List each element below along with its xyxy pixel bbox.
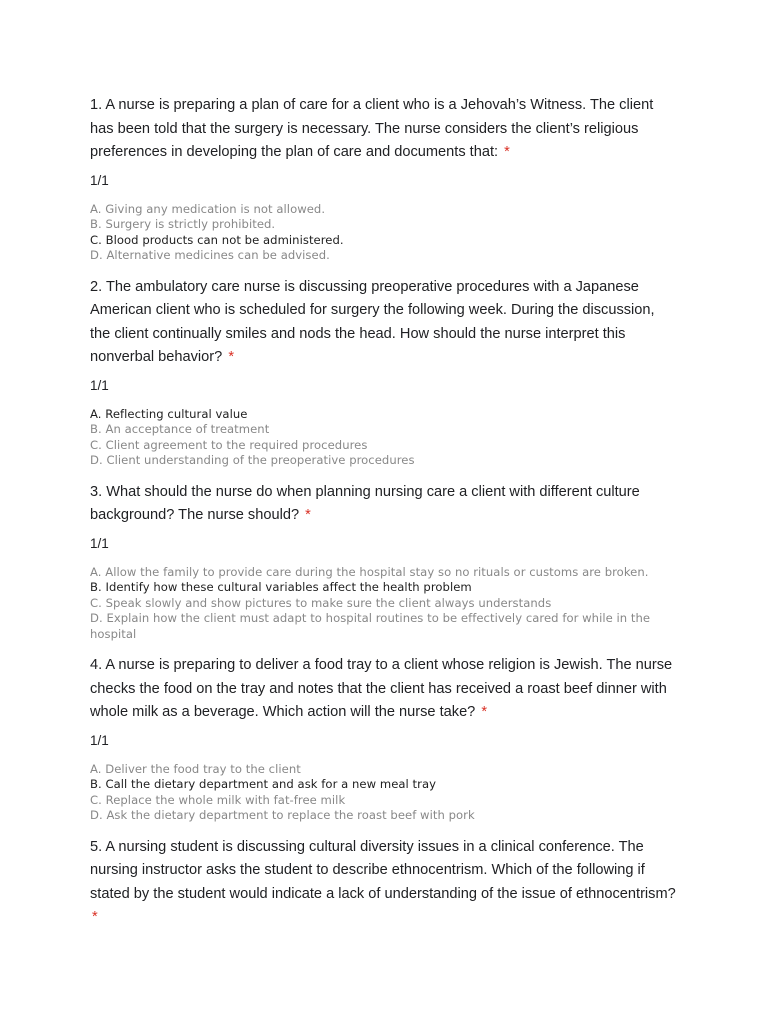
- score: 1/1: [90, 535, 109, 551]
- question-2: [90, 276, 678, 469]
- options-list: [90, 762, 678, 824]
- question-text: 2. The ambulatory care nurse is discussing preoperative procedures with a Japanese American client who is scheduled for surgery the following week. During the discussion, the client continually smiles and nods the head. How should the nurse interpret this nonverbal behavior? *: [90, 278, 655, 365]
- option-d[interactable]: D. Explain how the client must adapt to hospital routines to be effectively cared for while in the hospital: [90, 611, 651, 641]
- question-5: [90, 836, 678, 930]
- option-c[interactable]: C. Client agreement to the required procedures: [90, 437, 368, 452]
- question-text: 3. What should the nurse do when planning nursing care a client with different culture background? The nurse should? *: [90, 483, 640, 523]
- option-b[interactable]: B. Identify how these cultural variables affect the health problem: [90, 580, 472, 594]
- option-c[interactable]: C. Speak slowly and show pictures to make sure the client always understands: [90, 595, 552, 610]
- option-b[interactable]: B. Call the dietary department and ask for a new meal tray: [90, 777, 437, 791]
- score: 1/1: [90, 377, 109, 393]
- option-d[interactable]: D. Ask the dietary department to replace the roast beef with pork: [90, 808, 475, 822]
- option-a[interactable]: A. Allow the family to provide care during the hospital stay so no rituals or customs are broken.: [90, 564, 649, 579]
- required-asterisk: *: [92, 909, 98, 925]
- question-3: [90, 481, 678, 643]
- required-asterisk: *: [305, 507, 311, 523]
- option-b[interactable]: B. An acceptance of treatment: [90, 422, 270, 436]
- option-a[interactable]: A. Giving any medication is not allowed.: [90, 201, 326, 216]
- options-list: [90, 407, 678, 469]
- options-list: [90, 565, 678, 643]
- option-a[interactable]: A. Deliver the food tray to the client: [90, 761, 301, 776]
- required-asterisk: *: [504, 144, 510, 160]
- required-asterisk: *: [481, 704, 488, 720]
- options-list: [90, 202, 678, 264]
- question-text: 1. A nurse is preparing a plan of care for a client who is a Jehovah’s Witness. The client has been told that the surgery is necessary. The nurse considers the client’s religious preferences in developing the plan of care and documents that: *: [90, 97, 654, 160]
- score: 1/1: [90, 172, 109, 188]
- question-4: [90, 654, 678, 824]
- score: 1/1: [90, 732, 109, 748]
- option-b[interactable]: B. Surgery is strictly prohibited.: [90, 217, 276, 231]
- option-c[interactable]: C. Blood products can not be administered.: [90, 232, 344, 247]
- option-a[interactable]: A. Reflecting cultural value: [90, 406, 248, 421]
- option-d[interactable]: D. Client understanding of the preoperative procedures: [90, 453, 415, 467]
- question-text: 4. A nurse is preparing to deliver a food tray to a client whose religion is Jewish. The nurse checks the food on the tray and notes that the client has received a roast beef dinner with whole milk as a beverage. Which action will the nurse take? *: [90, 657, 673, 720]
- option-d[interactable]: D. Alternative medicines can be advised.: [90, 248, 330, 262]
- question-1: [90, 94, 678, 264]
- required-asterisk: *: [228, 349, 234, 365]
- question-text: 5. A nursing student is discussing cultural diversity issues in a clinical conference. The nursing instructor asks the student to describe ethnocentrism. Which of the following if stated by the student would indicate a lack of understanding of the issue of ethnocentrism? *: [90, 838, 676, 925]
- option-c[interactable]: C. Replace the whole milk with fat-free milk: [90, 792, 346, 807]
